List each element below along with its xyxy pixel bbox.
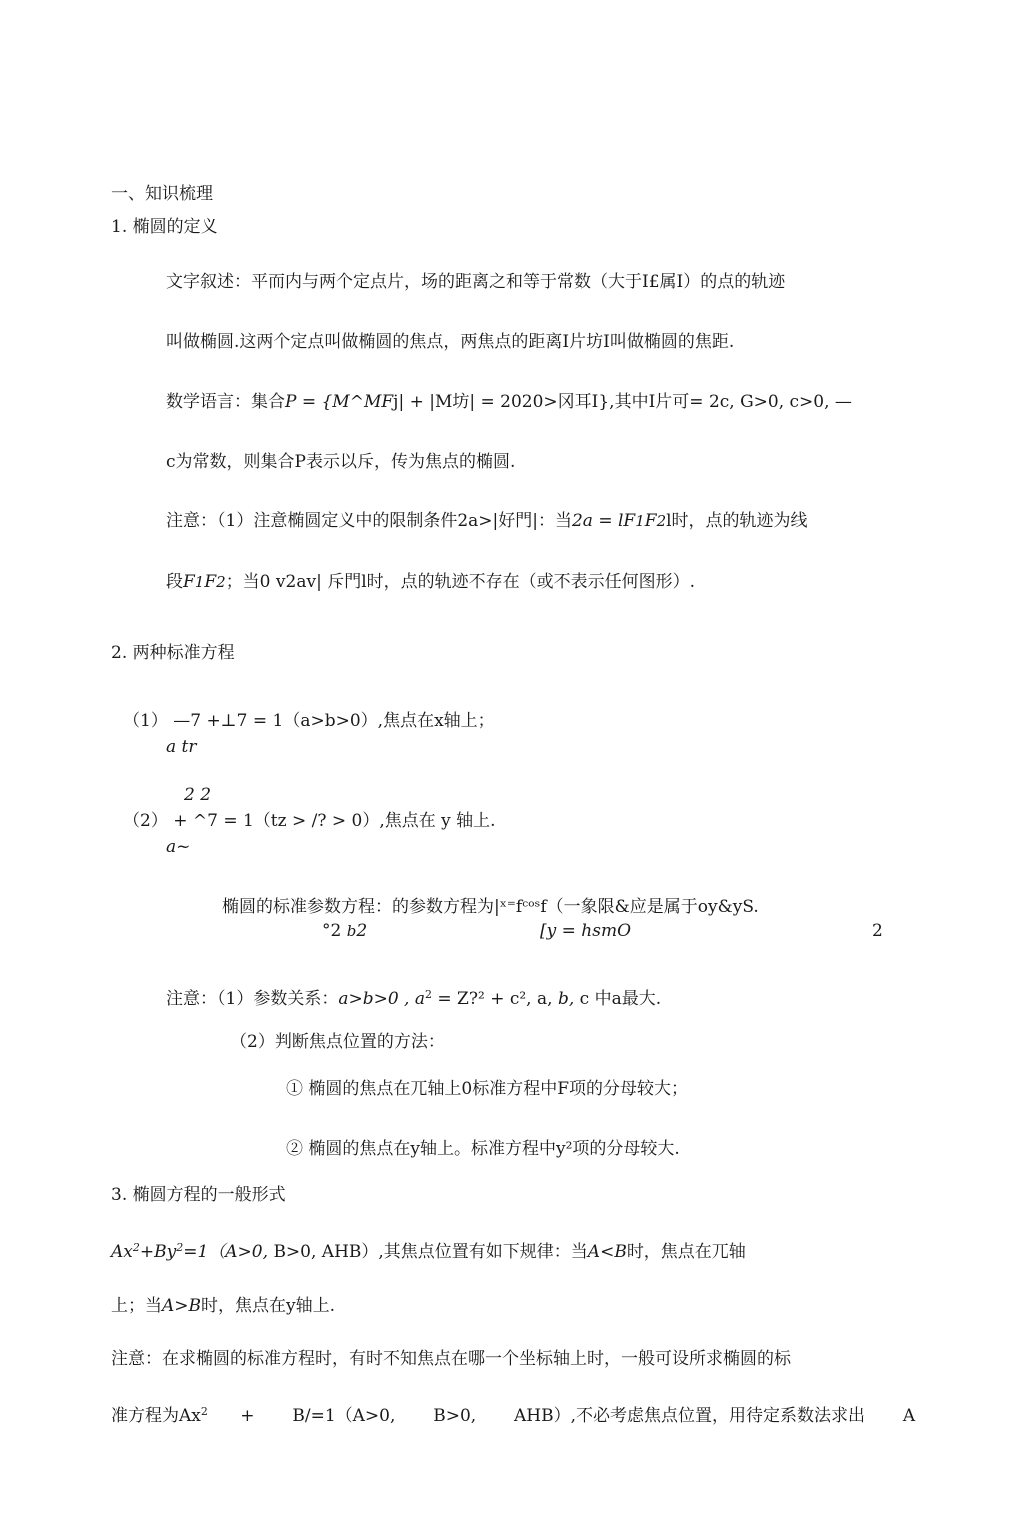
general-note-line-2: [111, 1401, 915, 1427]
formula: +By: [139, 1242, 177, 1262]
note-param-relation: [166, 984, 661, 1010]
text: 段: [166, 572, 183, 592]
sup: 2: [132, 1241, 140, 1254]
text: c 中a最大.: [574, 989, 662, 1009]
text: 数学语言：集合: [166, 392, 285, 412]
note-focus-method: （2）判断焦点位置的方法：: [230, 1032, 445, 1052]
section-1-title: 1. 椭圆的定义: [111, 217, 218, 237]
general-note-line-1: 注意：在求椭圆的标准方程时，有时不知焦点在哪一个坐标轴上时，一般可设所求椭圆的标: [111, 1349, 791, 1369]
formula: b,: [557, 989, 575, 1009]
section-2-title: 2. 两种标准方程: [111, 643, 235, 663]
formula-rest: j| + |M坊| = 2020>冈耳I},其中I片可= 2c, G>0, c>0, —: [393, 392, 852, 412]
definition-text-line-2: 叫做椭圆.这两个定点叫做椭圆的焦点，两焦点的距离I片坊I叫做椭圆的焦距.: [166, 332, 735, 352]
text: 上；当: [111, 1296, 162, 1316]
method-item-2: ② 椭圆的焦点在y轴上。标准方程中y²项的分母较大.: [286, 1139, 680, 1159]
math-language-line-2: c为常数，则集合P表示以斥，传为焦点的椭圆.: [166, 452, 516, 472]
equation-2-numerator: 2 2: [184, 785, 212, 805]
sup: 2: [425, 988, 432, 1001]
text: 准方程为Ax: [111, 1406, 201, 1426]
equation-1: （1） —7 +⊥7 = 1（a>b>0）,焦点在x轴上；: [123, 711, 495, 731]
formula: A<B: [587, 1242, 627, 1262]
text: = Z?² + c², a,: [432, 989, 558, 1009]
formula: F: [204, 572, 217, 592]
text: 时，焦点在y轴上.: [201, 1296, 336, 1316]
text: + B/=1（A>0, B>0, AHB）,不必考虑焦点位置，用待定系数法求出 A: [207, 1406, 916, 1426]
formula: Ax: [111, 1242, 133, 1262]
sub: 2: [216, 573, 226, 591]
sup: 2: [200, 1405, 208, 1418]
sup: 2: [176, 1241, 184, 1254]
text: °2: [322, 921, 347, 941]
general-form-line-1: [111, 1237, 746, 1263]
note-line-2: [166, 571, 695, 593]
formula: P = {M^MF: [285, 392, 394, 412]
note-line-1: [166, 510, 808, 532]
formula: 2a = lF: [571, 511, 636, 531]
text: 注意：（1）注意椭圆定义中的限制条件2a>|好門|：当: [166, 511, 572, 531]
parametric-sub-1: [322, 920, 367, 942]
sub: 1: [194, 573, 205, 591]
section-3-title: 3. 椭圆方程的一般形式: [111, 1185, 286, 1205]
formula: a>b>0 , a: [338, 989, 425, 1009]
text: 2: [356, 921, 368, 941]
parametric-equation: 椭圆的标准参数方程：的参数方程为|ˣ⁼fᶜᵒˢf（一象限&应是属于oy&yS.: [222, 897, 759, 917]
text: l时，点的轨迹为线: [666, 511, 808, 531]
formula: F: [644, 511, 657, 531]
formula: =1（A>0,: [183, 1242, 274, 1262]
general-form-line-2: [111, 1295, 335, 1317]
text: B>0, AHB）,其焦点位置有如下规律：当: [273, 1242, 588, 1262]
formula: A>B: [162, 1296, 202, 1316]
text: 注意：（1）参数关系：: [166, 989, 339, 1009]
definition-text-line-1: 文字叙述：平而内与两个定点片，场的距离之和等于常数（大于Ⅰ£属Ⅰ）的点的轨迹: [166, 272, 786, 292]
parametric-sub-2: [y = hsmO: [540, 921, 632, 941]
method-item-1: ① 椭圆的焦点在兀轴上0标准方程中F项的分母较大；: [286, 1079, 689, 1099]
formula: F: [183, 572, 195, 592]
equation-2-denominator: a~: [166, 837, 191, 857]
text: ；当0 v2av| 斥門l时，点的轨迹不存在（或不表示任何图形）.: [225, 572, 696, 592]
equation-1-denominator: a tr: [166, 737, 197, 757]
page-number: 2: [872, 921, 883, 941]
equation-2: （2） + ^7 = 1（tz > /? > 0）,焦点在 y 轴上.: [123, 811, 496, 831]
sub: 1: [635, 512, 645, 530]
sub: b: [346, 922, 357, 940]
sub: 2: [656, 512, 667, 530]
section-heading: 一、知识梳理: [111, 184, 213, 204]
math-language-line: [166, 391, 852, 413]
text: 时，焦点在兀轴: [626, 1242, 746, 1262]
